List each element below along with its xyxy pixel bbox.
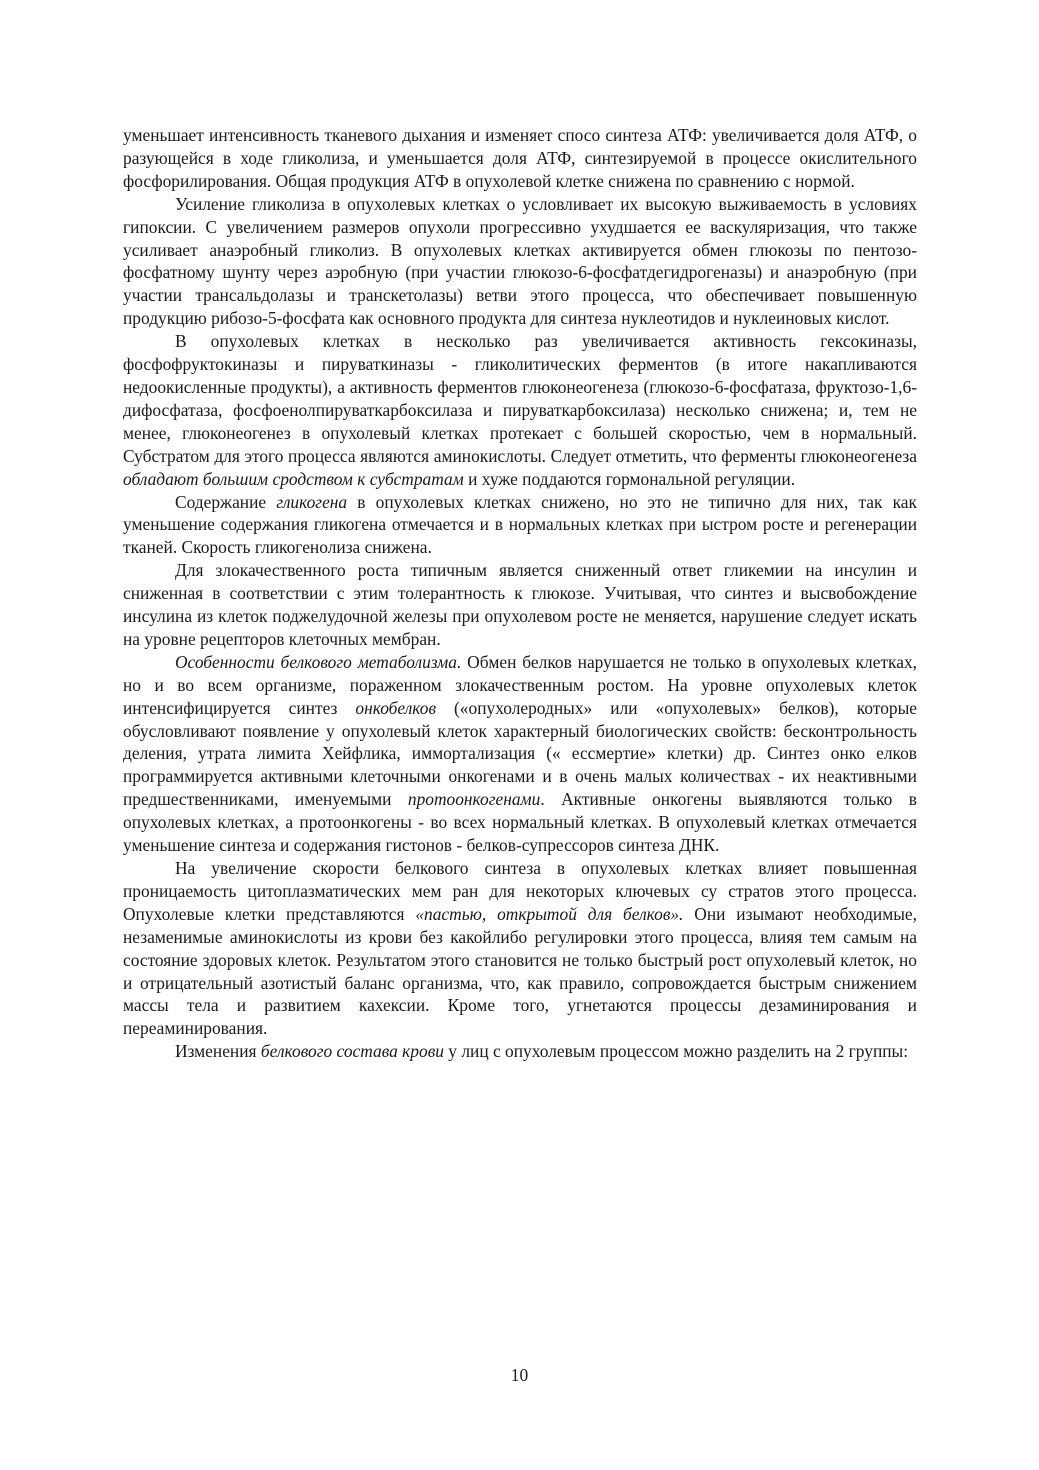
paragraph-7-emphasis: «пастью, открытой для белков». xyxy=(415,903,684,924)
paragraph-6 xyxy=(123,651,917,857)
paragraph-4-text-b: в опухолевых клетках снижено, но это не типично для них, так как уменьшение содержания гликогена отмечается и в нормальных клетках при ыстром росте и регенерации тканей. Скорость гликогенолиза снижена. xyxy=(123,491,917,558)
paragraph-3 xyxy=(123,330,917,490)
paragraph-5-text: Для злокачественного роста типичным является сниженный ответ гликемии на инсулин и сниженная в соответствии с этим толерантность к глюкозе. Учитывая, что синтез и высвобождение инсулина из клеток поджелудочной железы при опухолевом росте не меняется, нарушение следует искать на уровне рецепторов клеточных мембран. xyxy=(123,560,917,649)
page-number: 10 xyxy=(510,1365,529,1385)
paragraph-6-text-c: . Активные онкогены выявляются только в опухолевых клетках, а протоонкогены - во всех нормальный клетках. В опухолевый клетках отмечается уменьшение синтеза и содержания гистонов - белков-супрессоров синтеза ДНК. xyxy=(123,789,917,856)
paragraph-5 xyxy=(123,559,917,651)
paragraph-4-text-a: Содержание xyxy=(175,491,277,512)
paragraph-8 xyxy=(123,1040,917,1063)
paragraph-6-section-heading: Особенности белкового метаболизма. xyxy=(175,651,462,672)
paragraph-6-emphasis-a: онкобелков xyxy=(355,697,436,718)
paragraph-7 xyxy=(123,857,917,1040)
paragraph-4-emphasis: гликогена xyxy=(276,491,348,512)
paragraph-2-text: Усиление гликолиза в опухолевых клетках о условливает их высокую выживаемость в условиях гипоксии. С увеличением размеров опухоли прогрессивно ухудшается ее васкуляризация, что также усиливает анаэробный гликолиз. В опухолевых клетках активируется обмен глюкозы по пентозо-фосфатному шунту через аэробную (при участии глюкозо-6-фосфатдегидрогеназы) и анаэробную (при участии трансальдолазы и транскетолазы) ветви этого процесса, что обеспечивает повышенную продукцию рибозо-5-фосфата как основного продукта для синтеза нуклеотидов и нуклеиновых кислот. xyxy=(123,193,917,329)
paragraph-6-emphasis-b: протоонкогенами xyxy=(407,789,541,810)
paragraph-7-text-a: На увеличение скорости белкового синтеза в опухолевых клетках влияет повышенная проницаемость цитоплазматических мем ран для некоторых ключевых су стратов этого процесса. Опухолевые клетки представляются xyxy=(123,858,917,924)
paragraph-8-text-a: Изменения xyxy=(175,1041,261,1062)
paragraph-2 xyxy=(123,193,917,330)
paragraph-3-text-a: В опухолевых клетках в несколько раз увеличивается активность гексокиназы, фосфофруктокиназы и пируваткиназы - гликолитических ферментов (в итоге накапливаются недоокисленные продукты), а активность ферментов глюконеогенеза (глюкозо-6-фосфатаза, фруктозо-1,6-дифосфатаза, фосфоенолпируваткарбоксилаза и пируваткарбоксилаза) несколько снижена; и, тем не менее, глюконеогенез в опухолевый клетках протекает с большей скоростью, чем в нормальный. Субстратом для этого процесса являются аминокислоты. Следует отметить, что ферменты глюконеогенеза xyxy=(123,331,917,466)
paragraph-3-text-b: и хуже поддаются гормональной регуляции. xyxy=(463,468,796,489)
paragraph-4 xyxy=(123,491,917,560)
paragraph-3-emphasis: обладают большим сродством к субстратам xyxy=(123,468,464,489)
document-body xyxy=(123,124,917,1063)
paragraph-8-text-b: у лиц с опухолевым процессом можно разделить на 2 группы: xyxy=(443,1041,909,1062)
paragraph-6-text-a: Обмен белков нарушается не только в опухолевых клетках, но и во всем организме, пораженном злокачественным ростом. На уровне опухолевых клеток интенсифицируется синтез xyxy=(123,651,918,718)
paragraph-1-text: уменьшает интенсивность тканевого дыхания и изменяет спосо синтеза АТФ: увеличивается доля АТФ, о разующейся в ходе гликолиза, и уменьшается доля АТФ, синтезируемой в процессе окислительного фосфорилирования. Общая продукция АТФ в опухолевой клетке снижена по сравнению с нормой. xyxy=(123,125,917,191)
paragraph-6-text-b: («опухолеродных» или «опухолевых» белков), которые обусловливают появление у опухолевый клеток характерный биологических свойств: бесконтрольность деления, утрата лимита Хейфлика, иммортализация (« ессмертие» клетки) др. Синтез онко елков программируется активными клеточными онкогенами и в очень малых количествах - их неактивными предшественниками, именуемыми xyxy=(123,697,917,810)
paragraph-8-emphasis: белкового состава крови xyxy=(260,1041,444,1062)
paragraph-1 xyxy=(123,124,917,193)
paragraph-7-text-b: Они изымают необходимые, незаменимые аминокислоты из крови без какойлибо регулировки этого процесса, влияя тем самым на состояние здоровых клеток. Результатом этого становится не только быстрый рост опухолевый клеток, но и отрицательный азотистый баланс организма, что, как правило, сопровождается быстрым снижением массы тела и развитием кахексии. Кроме того, угнетаются процессы дезаминирования и переаминирования. xyxy=(123,903,917,1039)
